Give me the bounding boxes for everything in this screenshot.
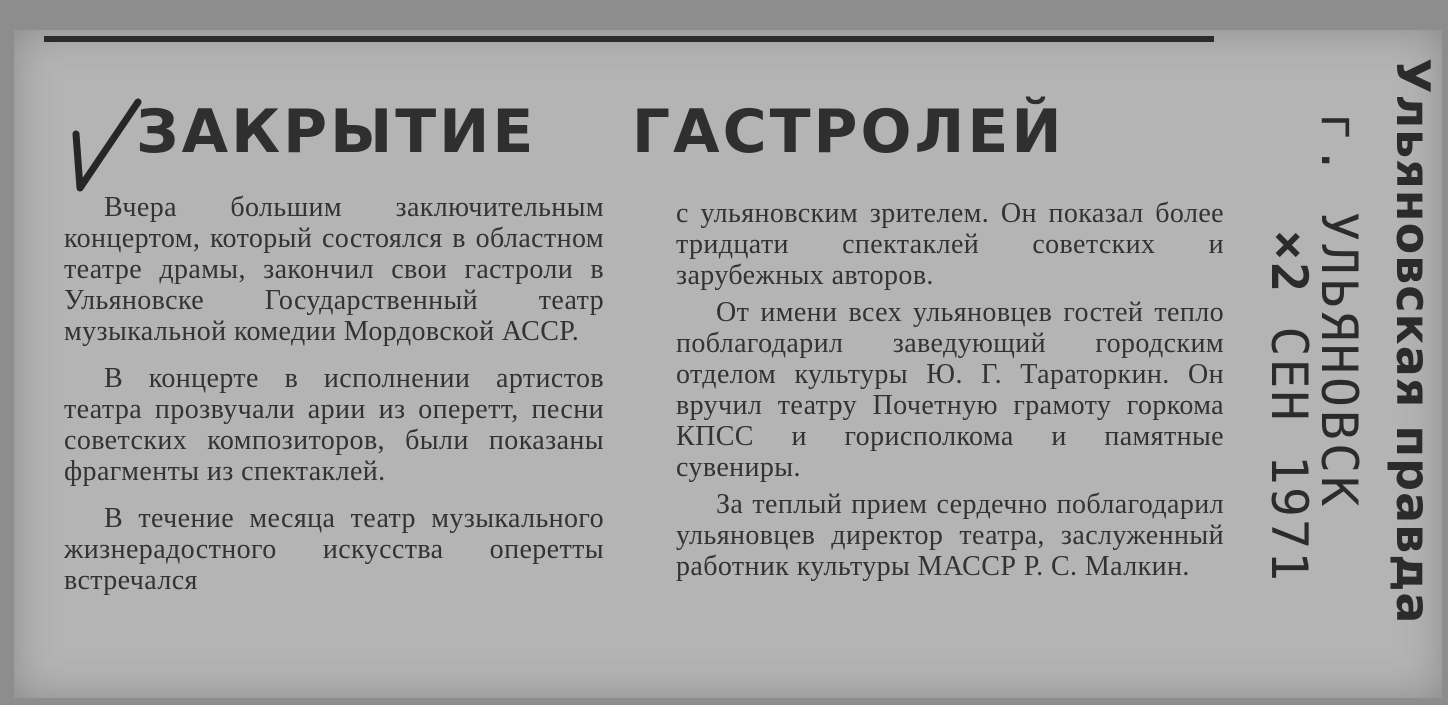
stamp-date: СЕН 1971 [1260,326,1318,584]
checkmark-icon [58,96,148,196]
stamp-city: г. УЛЬЯНОВСК [1310,112,1368,510]
stamp-date-line [1260,230,1318,584]
paragraph: В течение месяца театр музыкального жизнерадостного искусства оперетты встречался [64,503,604,596]
newspaper-clipping [14,30,1442,698]
paragraph: За теплый прием сердечно поблагодарил ульяновцев директор театра, заслуженный работник культуры МАССР Р. С. Малкин. [676,489,1224,582]
paragraph: с ульяновским зрителем. Он показал более тридцати спектаклей советских и зарубежных авторов. [676,198,1224,291]
paragraph: Вчера большим заключительным концертом, который состоялся в областном театре драмы, закончил свои гастроли в Ульяновске Государственный театр музыкальной комедии Мордовской АССР. [64,192,604,347]
paragraph: В концерте в исполнении артистов театра прозвучали арии из оперетт, песни советских композиторов, были показаны фрагменты из спектаклей. [64,363,604,487]
newspaper-masthead: Ульяновская правда [1386,58,1440,625]
article-column-right [676,198,1224,582]
article-headline: ЗАКРЫТИЕ ГАСТРОЛЕЙ [136,97,1065,167]
stamp-multiplier: ×2 [1260,230,1318,295]
top-rule [44,36,1214,42]
paragraph: От имени всех ульяновцев гостей тепло поблагодарил заведующий городским отделом культуры Ю. Г. Тараторкин. Он вручил театру Почетную грамоту горкома КПСС и горисполкома и памятные сувениры. [676,297,1224,483]
article-column-left [64,192,604,596]
